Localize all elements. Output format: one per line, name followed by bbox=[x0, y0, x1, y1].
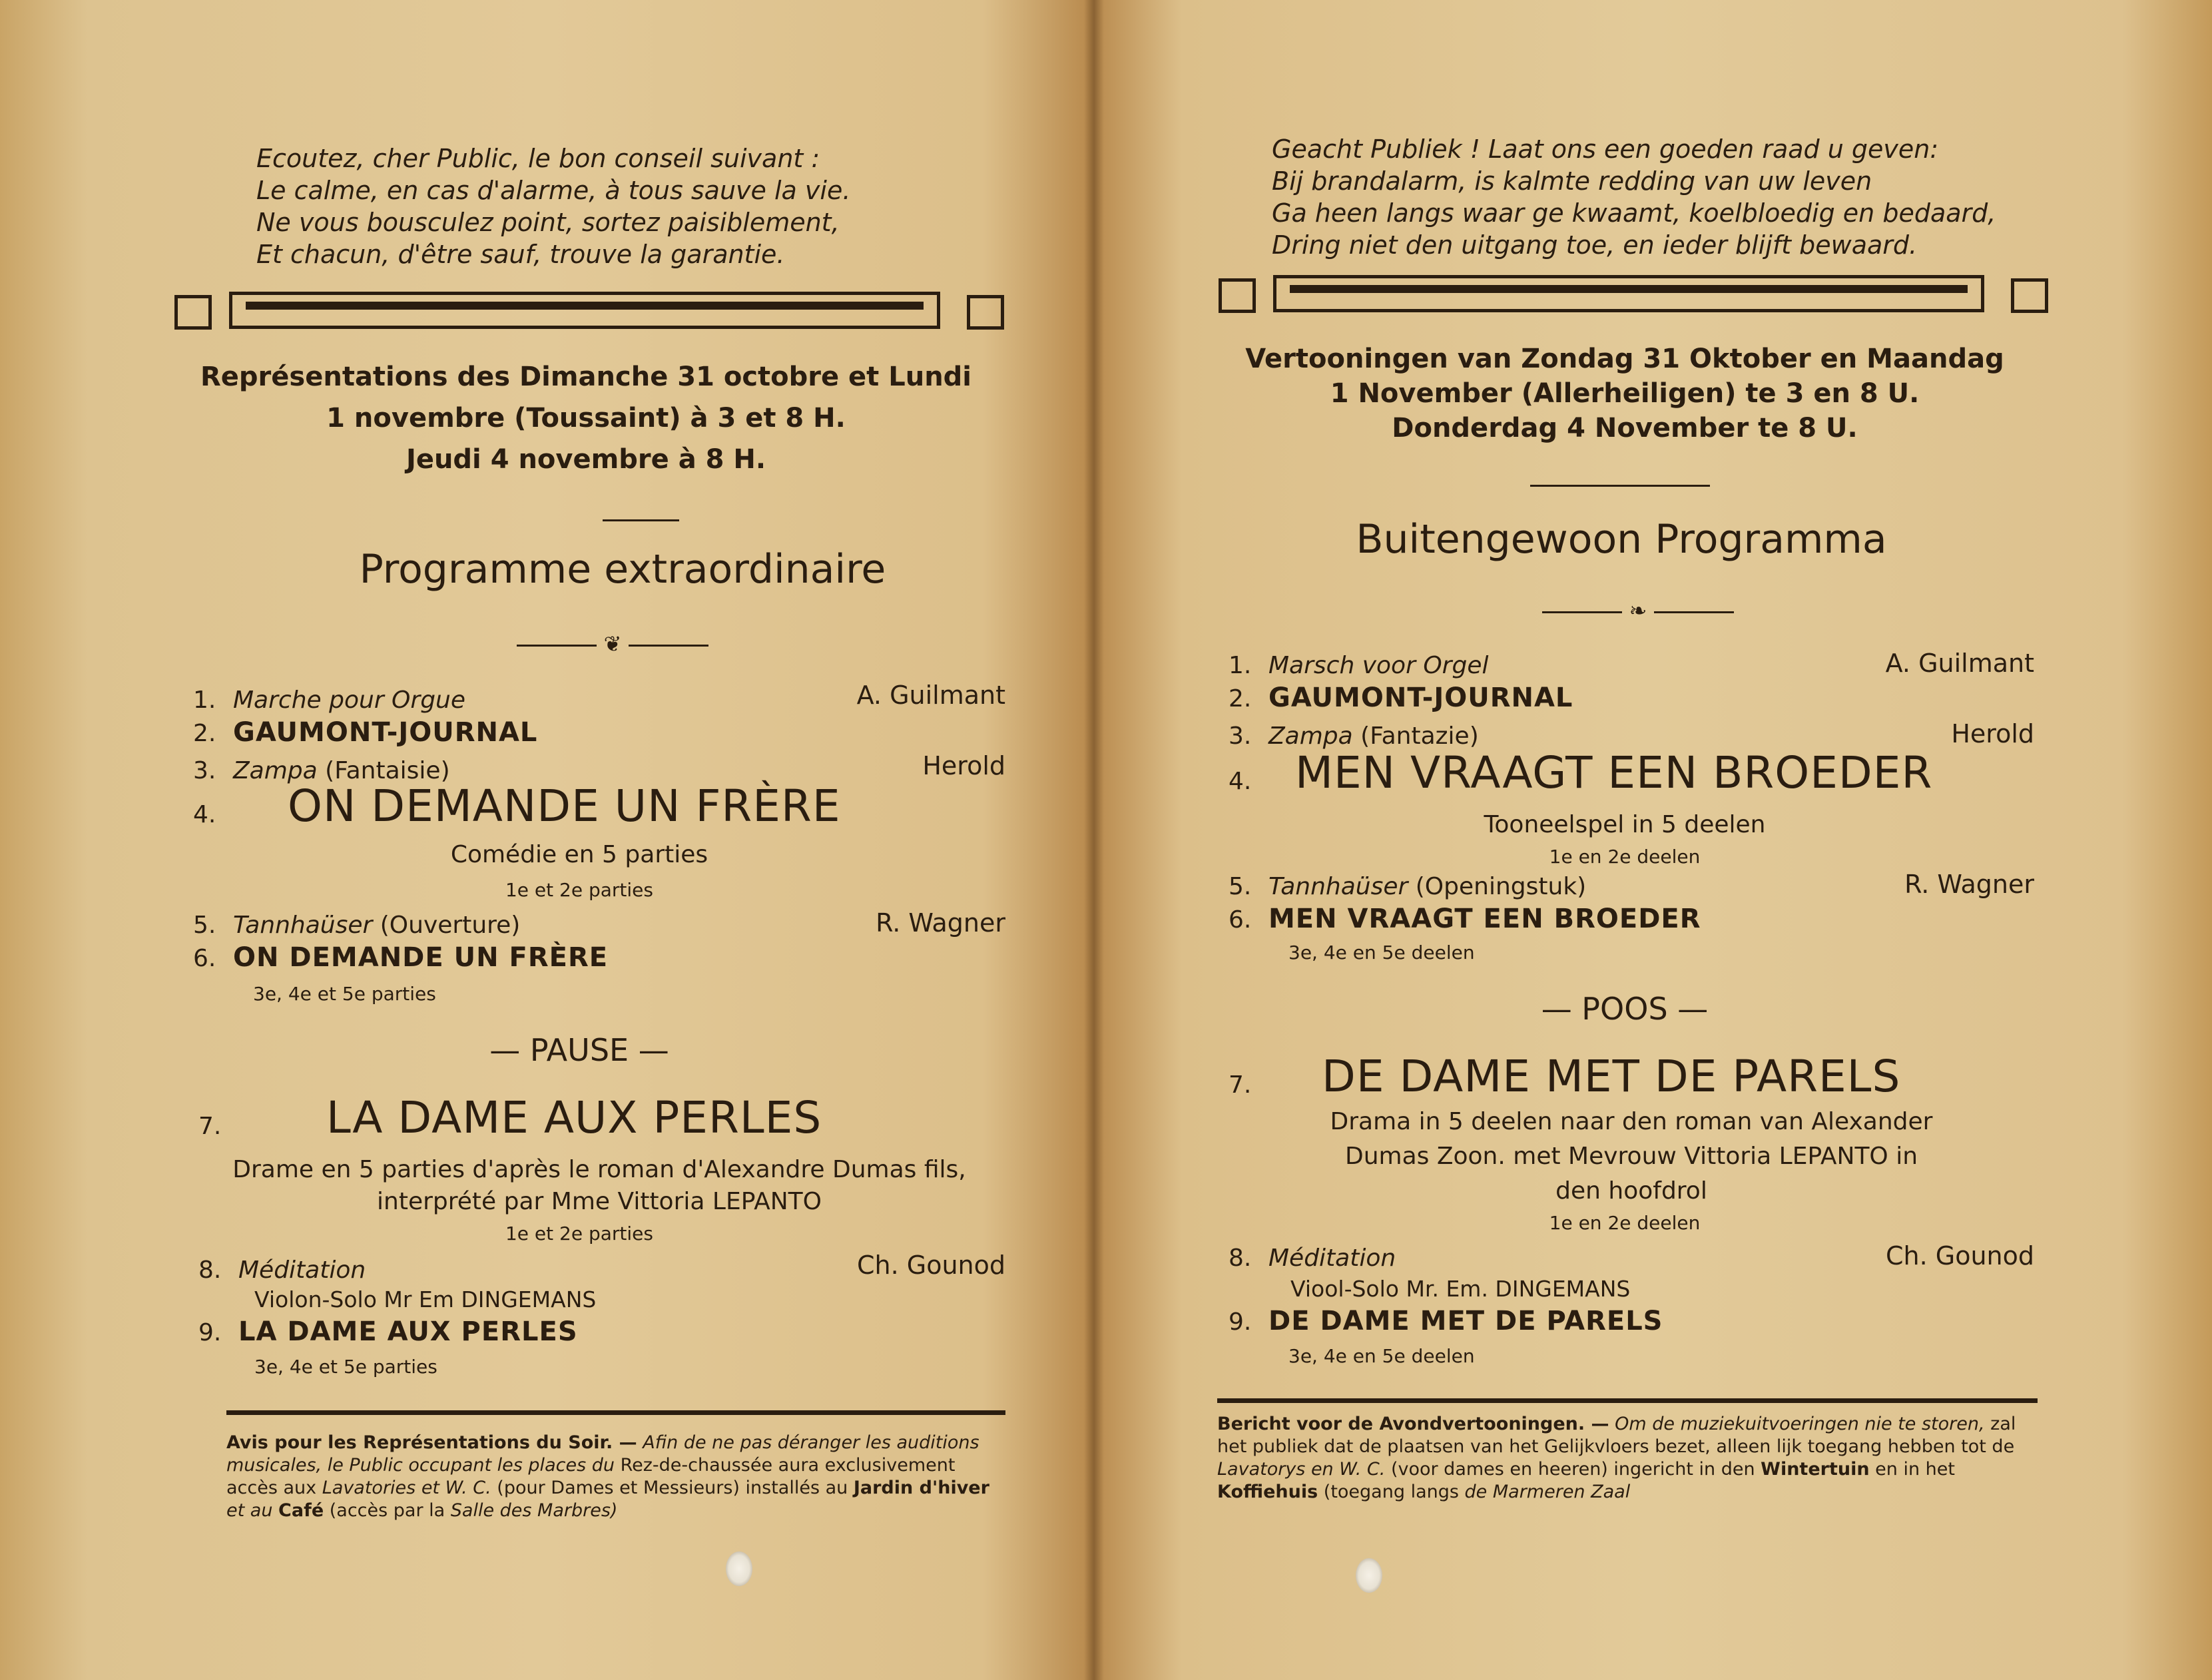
left-item-4-title: ON DEMANDE UN FRÈRE bbox=[288, 780, 841, 832]
notice-text-3: et au bbox=[226, 1500, 273, 1521]
item-number: 4. bbox=[193, 801, 216, 828]
notice-italic-1: Om de muziekuitvoeringen nie te storen, bbox=[1615, 1414, 1985, 1434]
right-item-6-parts: 3e, 4e en 5e deelen bbox=[1288, 942, 1475, 964]
notice-bold-1: Wintertuin bbox=[1761, 1459, 1870, 1480]
right-date-line-3: Donderdag 4 November te 8 U. bbox=[1392, 413, 1858, 443]
left-short-rule bbox=[603, 519, 679, 521]
item-number: 1. bbox=[1229, 652, 1252, 679]
notice-text-2: (pour Dames et Messieurs) installés au bbox=[497, 1478, 848, 1498]
item-title: Tannhaüser bbox=[1268, 873, 1408, 900]
right-heading: Buitengewoon Programma bbox=[1356, 516, 1887, 563]
right-item-4-sub: Tooneelspel in 5 deelen bbox=[1484, 811, 1766, 838]
right-item-5-composer: R. Wagner bbox=[1904, 870, 2034, 899]
notice-text-4: (accès par la bbox=[329, 1500, 445, 1521]
right-item-8-sub: Viool-Solo Mr. Em. DINGEMANS bbox=[1290, 1276, 1631, 1302]
item-number: 4. bbox=[1229, 768, 1252, 795]
left-frame-box-left bbox=[174, 295, 212, 330]
notice-bold-1: Jardin d'hiver bbox=[853, 1478, 989, 1498]
left-item-9-parts: 3e, 4e et 5e parties bbox=[254, 1356, 437, 1378]
item-title: Marche pour Orgue bbox=[233, 687, 466, 714]
notice-italic-3: Salle des Marbres) bbox=[450, 1500, 618, 1521]
left-frame-box-right bbox=[967, 295, 1004, 330]
left-item-2 bbox=[193, 716, 537, 750]
right-item-7-sub-2: Dumas Zoon. met Mevrouw Vittoria LEPANTO in bbox=[1344, 1143, 1918, 1170]
right-item-1-composer: A. Guilmant bbox=[1885, 649, 2034, 678]
right-item-2 bbox=[1229, 682, 1573, 715]
right-date-line-2: 1 November (Allerheiligen) te 3 en 8 U. bbox=[1330, 378, 1920, 409]
left-item-6 bbox=[193, 942, 608, 975]
right-item-4-title: MEN VRAAGT EEN BROEDER bbox=[1295, 747, 1933, 798]
left-item-5-composer: R. Wagner bbox=[876, 908, 1005, 938]
left-item-9 bbox=[198, 1316, 578, 1349]
right-pause: — POOS — bbox=[1541, 991, 1709, 1027]
notice-italic-2: Lavatories et W. C. bbox=[322, 1478, 491, 1498]
left-verse bbox=[256, 142, 850, 270]
left-notice bbox=[226, 1432, 1005, 1522]
right-verse-line-2: Bij brandalarm, is kalmte redding van uw leven bbox=[1272, 166, 1872, 196]
notice-text-1: zal het publiek dat de plaatsen van het Gelijkvloers bezet, alleen lijk toegang hebben tot de bbox=[1217, 1414, 2016, 1457]
item-extra: (Ouverture) bbox=[380, 912, 521, 939]
right-frame-box-right bbox=[2011, 278, 2048, 313]
right-verse-line-4: Dring niet den uitgang toe, en ieder blijft bewaard. bbox=[1272, 230, 1918, 260]
item-title: Marsch voor Orgel bbox=[1268, 652, 1489, 679]
right-item-9-parts: 3e, 4e en 5e deelen bbox=[1288, 1345, 1475, 1367]
item-number: 8. bbox=[1229, 1245, 1252, 1272]
right-dates bbox=[1185, 342, 2064, 445]
left-item-8-composer: Ch. Gounod bbox=[856, 1251, 1005, 1280]
left-item-4-parts: 1e et 2e parties bbox=[505, 879, 653, 901]
item-number: 8. bbox=[198, 1257, 222, 1284]
item-number: 3. bbox=[193, 757, 216, 784]
notice-italic-3: de Marmeren Zaal bbox=[1464, 1482, 1631, 1502]
notice-bold-2: Café bbox=[278, 1500, 324, 1521]
item-title: Zampa bbox=[1268, 722, 1353, 750]
left-item-1-composer: A. Guilmant bbox=[856, 681, 1005, 710]
right-verse-line-1: Geacht Publiek ! Laat ons een goeden raad u geven: bbox=[1272, 135, 1939, 164]
left-date-line-1: Représentations des Dimanche 31 octobre et Lundi bbox=[200, 362, 972, 392]
notice-italic-1: Afin de ne pas déranger les auditions musicales, le Public occupant les places du bbox=[226, 1432, 979, 1476]
item-extra: (Openingstuk) bbox=[1415, 873, 1587, 900]
left-item-4 bbox=[193, 799, 233, 831]
left-item-8-sub: Violon-Solo Mr Em DINGEMANS bbox=[254, 1286, 597, 1312]
item-number: 5. bbox=[193, 912, 216, 939]
item-title: Tannhaüser bbox=[233, 912, 373, 939]
right-item-3-composer: Herold bbox=[1951, 719, 2034, 748]
right-item-8 bbox=[1229, 1243, 1396, 1274]
item-number: 5. bbox=[1229, 873, 1252, 900]
right-punch-hole bbox=[1356, 1558, 1382, 1593]
item-number: 6. bbox=[1229, 906, 1252, 934]
right-item-9 bbox=[1229, 1305, 1663, 1338]
item-extra: (Fantaisie) bbox=[325, 757, 450, 784]
left-item-7-sub-2: interprété par Mme Vittoria LEPANTO bbox=[377, 1188, 822, 1215]
left-item-7 bbox=[198, 1111, 238, 1143]
left-item-5 bbox=[193, 910, 520, 942]
item-number: 6. bbox=[193, 945, 216, 972]
item-number: 3. bbox=[1229, 722, 1252, 750]
right-bottom-rule bbox=[1217, 1398, 2038, 1403]
notice-label: Bericht voor de Avondvertooningen. — bbox=[1217, 1414, 1609, 1434]
item-number: 7. bbox=[198, 1113, 222, 1140]
left-item-6-parts: 3e, 4e et 5e parties bbox=[253, 983, 436, 1005]
right-short-rule bbox=[1530, 485, 1710, 487]
right-item-4-parts: 1e en 2e deelen bbox=[1549, 846, 1701, 868]
right-item-7-title: DE DAME MET DE PARELS bbox=[1322, 1051, 1901, 1102]
notice-text-1: Rez-de-chaussée aura exclusivement accès aux bbox=[226, 1455, 956, 1498]
right-item-4 bbox=[1229, 766, 1268, 798]
item-title: GAUMONT-JOURNAL bbox=[1268, 683, 1573, 713]
right-verse bbox=[1272, 133, 1996, 261]
right-item-6 bbox=[1229, 903, 1701, 936]
center-fold bbox=[1084, 0, 1104, 1680]
item-number: 1. bbox=[193, 687, 216, 714]
item-title: ON DEMANDE UN FRÈRE bbox=[233, 942, 609, 973]
item-title: MEN VRAAGT EEN BROEDER bbox=[1268, 904, 1701, 934]
item-number: 7. bbox=[1229, 1071, 1252, 1099]
right-item-8-composer: Ch. Gounod bbox=[1885, 1241, 2034, 1270]
right-frame-bar bbox=[1273, 275, 1984, 312]
item-number: 9. bbox=[1229, 1308, 1252, 1336]
left-item-7-sub-1: Drame en 5 parties d'après le roman d'Alexandre Dumas fils, bbox=[232, 1156, 966, 1183]
item-title: LA DAME AUX PERLES bbox=[238, 1316, 578, 1347]
ornament-icon: ❦ bbox=[603, 631, 622, 657]
left-item-8 bbox=[198, 1255, 366, 1286]
right-ornament bbox=[1498, 598, 1778, 623]
ornament-icon: ❧ bbox=[1629, 598, 1647, 623]
item-title: DE DAME MET DE PARELS bbox=[1268, 1306, 1663, 1336]
left-item-3-composer: Herold bbox=[922, 751, 1005, 780]
left-ornament bbox=[479, 631, 746, 657]
left-punch-hole bbox=[726, 1551, 752, 1586]
left-verse-line-2: Le calme, en cas d'alarme, à tous sauve la vie. bbox=[256, 176, 851, 205]
left-heading: Programme extraordinaire bbox=[359, 546, 886, 593]
right-verse-line-3: Ga heen langs waar ge kwaamt, koelbloedig en bedaard, bbox=[1272, 198, 1996, 228]
left-item-7-parts: 1e et 2e parties bbox=[505, 1223, 653, 1245]
notice-text-3: en in het bbox=[1875, 1459, 1955, 1480]
left-pause: — PAUSE — bbox=[489, 1032, 669, 1068]
item-title: GAUMONT-JOURNAL bbox=[233, 717, 538, 748]
left-verse-line-1: Ecoutez, cher Public, le bon conseil suivant : bbox=[256, 144, 820, 173]
left-dates bbox=[153, 356, 1019, 480]
left-item-4-sub: Comédie en 5 parties bbox=[450, 841, 708, 868]
notice-bold-2: Koffiehuis bbox=[1217, 1482, 1318, 1502]
right-notice bbox=[1217, 1413, 2038, 1504]
left-date-line-3: Jeudi 4 novembre à 8 H. bbox=[406, 444, 766, 475]
item-title: Méditation bbox=[238, 1257, 366, 1284]
item-title: Méditation bbox=[1268, 1245, 1396, 1272]
left-date-line-2: 1 novembre (Toussaint) à 3 et 8 H. bbox=[326, 403, 846, 433]
notice-text-4: (toegang langs bbox=[1323, 1482, 1459, 1502]
right-item-5 bbox=[1229, 871, 1586, 903]
right-item-7-sub-3: den hoofdrol bbox=[1555, 1177, 1707, 1205]
notice-italic-2: Lavatorys en W. C. bbox=[1217, 1459, 1386, 1480]
right-date-line-1: Vertooningen van Zondag 31 Oktober en Maandag bbox=[1245, 344, 2004, 374]
left-verse-line-3: Ne vous bousculez point, sortez paisiblement, bbox=[256, 208, 840, 237]
left-verse-line-4: Et chacun, d'être sauf, trouve la garantie. bbox=[256, 240, 785, 269]
notice-text-2: (voor dames en heeren) ingericht in den bbox=[1390, 1459, 1755, 1480]
item-number: 2. bbox=[1229, 685, 1252, 712]
item-extra: (Fantazie) bbox=[1360, 722, 1479, 750]
right-item-7-parts: 1e en 2e deelen bbox=[1549, 1212, 1701, 1234]
right-frame-box-left bbox=[1219, 278, 1256, 313]
right-item-7-sub-1: Drama in 5 deelen naar den roman van Alexander bbox=[1330, 1108, 1933, 1135]
right-item-1 bbox=[1229, 650, 1488, 682]
item-title: Zampa bbox=[233, 757, 318, 784]
item-number: 9. bbox=[198, 1319, 222, 1346]
left-item-1 bbox=[193, 685, 465, 716]
notice-label: Avis pour les Représentations du Soir. — bbox=[226, 1432, 637, 1453]
right-item-7 bbox=[1229, 1069, 1268, 1101]
item-number: 2. bbox=[193, 720, 216, 747]
left-frame-bar bbox=[229, 292, 940, 329]
left-bottom-rule bbox=[226, 1410, 1005, 1415]
left-item-7-title: LA DAME AUX PERLES bbox=[326, 1092, 822, 1143]
